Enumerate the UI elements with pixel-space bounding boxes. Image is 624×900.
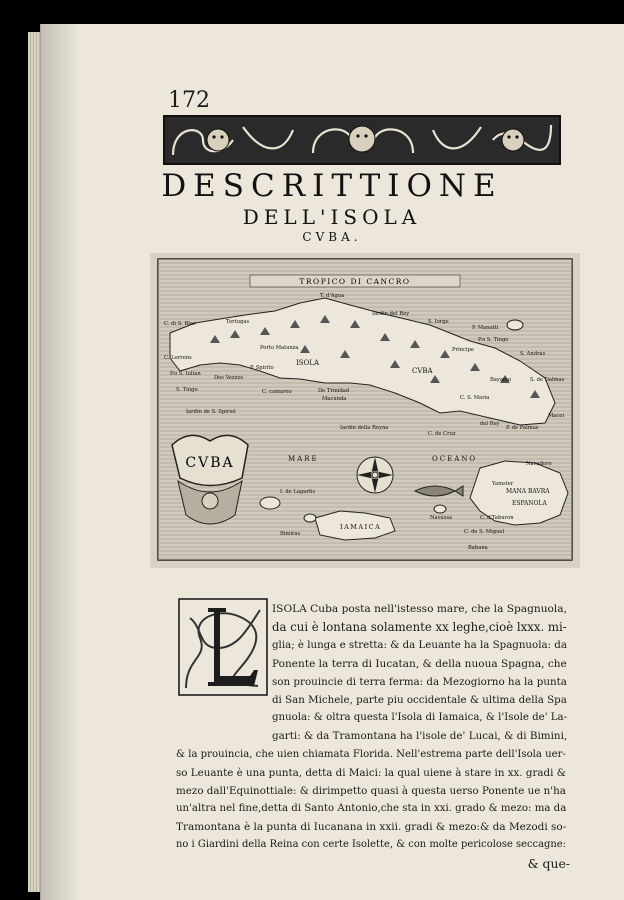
map-label: T. d'Agua xyxy=(320,293,345,299)
map-label: Iardin della Reyna xyxy=(340,425,389,431)
map-label: Macei xyxy=(548,413,565,419)
map-label: MANA BAVRA xyxy=(506,488,550,495)
map-label: Bimiras xyxy=(280,531,301,537)
map-label: C. camareo xyxy=(262,389,292,395)
text-line: garti: & da Tramontana ha l'isole de' Lucai, & di Bimini, xyxy=(272,730,568,743)
gutter-shadow xyxy=(40,24,80,900)
text-line: da cui è lontana solamente xx leghe,cioè lxxx. mi- xyxy=(272,620,567,635)
map-label: Bayamo xyxy=(490,377,511,383)
text-line: glia; è lunga e stretta: & da Leuante ha la Spagnuola: da xyxy=(272,639,567,652)
map-label: P.o S. Tingo xyxy=(478,337,509,343)
text-line: Tramontana è la punta di Iucanana in xxii. gradi & mezo:& da Mezodi so- xyxy=(176,821,567,834)
ornamental-headpiece xyxy=(163,115,561,165)
text-line: gnuola: & oltra questa l'Isola di Iamaica, & l'Isole de' La- xyxy=(272,712,568,724)
page-number: 172 xyxy=(168,88,210,113)
map-label: S. Andras xyxy=(520,351,546,357)
map-label: Tortugas xyxy=(226,319,250,325)
map-label: C. S. Maria xyxy=(460,395,490,401)
map-label: Dos Vezzos xyxy=(214,375,244,381)
map-cartouche-label: CVBA xyxy=(185,455,235,471)
page-title: DESCRITTIONE xyxy=(161,168,503,204)
text-line: un'altra nel fine,detta di Santo Antonio,che sta in xxi. grado & mezo: ma da xyxy=(176,803,567,815)
map-label: ESPANOLA xyxy=(512,500,547,507)
text-line: no i Giardini della Reina con certe Isolette, & con molte pericolose seccagne: xyxy=(176,839,567,851)
body-text xyxy=(176,600,570,873)
map-label: P. Manatti xyxy=(472,325,499,331)
island-name: CVBA. xyxy=(302,230,362,244)
text-line: & la prouincia, che uien chiamata Florida. Nell'estrema parte dell'Isola uer- xyxy=(176,748,566,760)
map-label: del Rey xyxy=(480,421,500,427)
page-subtitle: DELL'ISOLA xyxy=(242,205,422,229)
map-label: C. de Cruz xyxy=(428,431,456,437)
map-label: Macunda xyxy=(322,396,347,402)
map-label: Iardin del Rey xyxy=(372,311,410,317)
map-label: P. Spirito xyxy=(250,365,274,371)
map-label: P. de Palmas xyxy=(506,425,539,431)
map-label: Principe xyxy=(452,347,474,353)
map-label: Yamster xyxy=(492,481,514,487)
map-label: C. d'Taburon xyxy=(480,515,514,521)
map-label: Navadero xyxy=(526,461,552,467)
map-label: Navassa xyxy=(430,515,453,521)
map-label: Iardin de S. Spiriel xyxy=(186,409,236,415)
text-line: mezo dall'Equinottiale: & dirimpetto quasi à questa uerso Ponente ue n'ha xyxy=(176,784,566,797)
compass-rose xyxy=(357,457,393,493)
map-tropic-label: TROPICO DI CANCRO xyxy=(299,277,411,286)
map-label: S. de Dalmas xyxy=(530,377,565,383)
map-of-cuba xyxy=(150,253,580,568)
map-label: De Trinidad xyxy=(318,388,350,394)
text-line: son prouincie di terra ferma: da Mezogiorno ha la punta xyxy=(272,675,567,688)
catchword: & que- xyxy=(527,855,570,871)
map-label: Porto Matanza xyxy=(260,345,299,351)
text-line: di San Michele, parte piu occidentale & ultima della Spa xyxy=(272,693,567,706)
map-label: CVBA xyxy=(412,367,433,375)
map-label: C. Lorrens xyxy=(164,355,192,361)
map-label: MARE xyxy=(288,455,319,463)
text-line: ISOLA Cuba posta nell'istesso mare, che la Spagnuola, xyxy=(272,603,567,615)
map-label: P.o S. Iulian xyxy=(170,371,201,377)
map-label: OCEANO xyxy=(432,455,478,463)
map-label: I. de Lagartis xyxy=(280,489,316,495)
map-label: S. Tingo xyxy=(176,387,198,393)
map-label: Babana xyxy=(468,545,488,551)
text-line: Ponente la terra di Iucatan, & della nuoua Spagna, che xyxy=(272,657,567,670)
map-label: IAMAICA xyxy=(340,523,382,531)
map-label: C. de S. Miguel xyxy=(464,529,505,535)
map-label: S. Iorge xyxy=(428,319,449,325)
text-line: so Leuante è una punta, detta di Maici: la qual uiene à stare in xx. gradi & xyxy=(176,766,566,779)
map-label: C. di S. Blas xyxy=(164,321,196,327)
map-label: ISOLA xyxy=(296,359,320,367)
